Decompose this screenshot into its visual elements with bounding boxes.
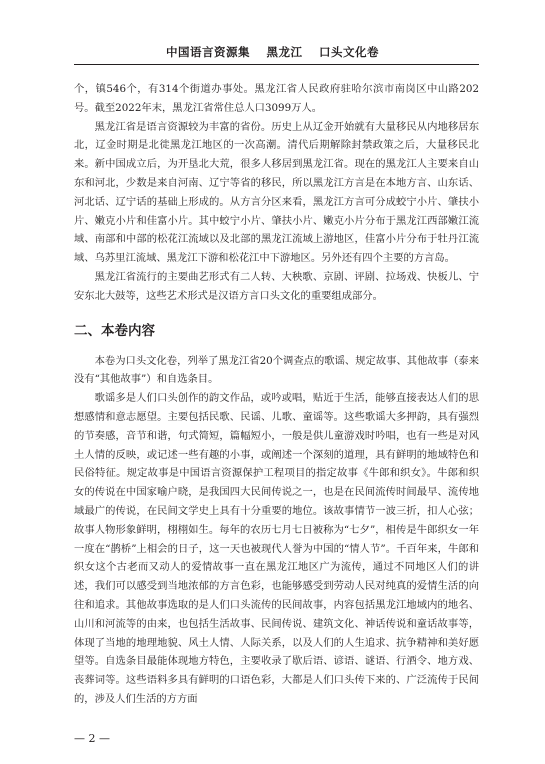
volume-name: 口头文化卷 bbox=[319, 45, 380, 59]
province-name: 黑龙江 bbox=[266, 45, 303, 59]
paragraph-folk-arts: 黑龙江省流行的主要曲艺形式有二人转、大秧歌、京剧、评剧、拉场戏、快板儿、宁安东北大鼓等，这些艺术形式是汉语方言口头文化的重要组成部分。 bbox=[74, 270, 479, 302]
header-rule bbox=[74, 64, 479, 65]
paragraph-ballads-stories: 歌谣多是人们口头创作的韵文作品，或吟或唱，贴近于生活，能够直接表达人们的思想感情和意志愿望。主要包括民歌、民谣、儿歌、童谣等。这些歌谣大多押韵，具有强烈的节奏感，音节和谐，句式简短，篇幅短小，一般是供儿童游戏时吟唱，也有一些是对风土人情的反映，或记述一些有趣的小事，或阐述一个深刻的道理，具有鲜明的地域特色和民俗特征。规定故事是中国语言资源保护工程项目的指定故事《牛郎和织女》。牛郎和织女的传说在中国家喻户晓，是我国四大民间传说之一，也是在民间流传时间最早、流传地域最广的传说，在民间文学史上具有十分重要的地位。该故事情节一波三折，扣人心弦；故事人物形象鲜明，栩栩如生。每年的农历七月七日被称为“七夕”，相传是牛郎织女一年一度在“鹊桥”上相会的日子，这一天也被现代人誉为中国的“情人节”。千百年来，牛郎和织女这个古老而又动人的爱情故事一直在黑龙江地区广为流传，通过不同地区人们的讲述，我们可以感受到当地浓郁的方言色彩，也能够感受到劳动人民对纯真的爱情生活的向往和追求。其他故事选取的是人们口头流传的民间故事，内容包括黑龙江地域内的地名、山川和河流等的由来，也包括生活故事、民间传说、建筑文化、神话传说和童话故事等，体现了当地的地理地貌、风土人情、人际关系，以及人们的人生追求、抗争精神和美好愿望等。自选条目最能体现地方特色，主要收录了歇后语、谚语、谜语、行酒令、地方戏、丧葬词等。这些语料多具有鲜明的口语色彩，大都是人们口头传下来的、广泛流传于民间的，涉及人们生活的方方面 bbox=[74, 392, 479, 705]
page-number: — 2 — bbox=[74, 732, 110, 745]
paragraph-volume-intro: 本卷为口头文化卷，列举了黑龙江省20个调查点的歌谣、规定故事、其他故事（泰来没有“其他故事”）和自选条目。 bbox=[74, 354, 479, 386]
running-head bbox=[0, 44, 545, 60]
paragraph-continued: 个，镇546个，有314个街道办事处。黑龙江省人民政府驻哈尔滨市南岗区中山路202号。截至2022年末，黑龙江省常住总人口3099万人。 bbox=[74, 83, 479, 114]
book-title: 中国语言资源集 bbox=[165, 45, 250, 59]
body-text bbox=[74, 80, 479, 709]
paragraph-dialect-history: 黑龙江省是语言资源较为丰富的省份。历史上从辽金开始就有大量移民从内地移居东北，辽金时期是北徙黑龙江地区的一次高潮。清代后期解除封禁政策之后，大量移民北来。新中国成立后，为开垦北大荒，很多人移居到黑龙江省。现在的黑龙江人主要来自山东和河北，少数是来自河南、辽宁等省的移民，所以黑龙江方言是在本地方言、山东话、河北话、辽宁话的基础上形成的。从方言分区来看，黑龙江方言可分成蛟宁小片、肇扶小片、嫩克小片和佳富小片。其中蛟宁小片、肇扶小片、嫩克小片分布于黑龙江西部嫩江流域、南部和中部的松花江流域以及北部的黑龙江流域上游地区，佳富小片分布于牡丹江流域、乌苏里江流域、黑龙江下游和松花江中下游地区。另外还有四个主要的方言岛。 bbox=[74, 120, 479, 265]
section-heading: 二、本卷内容 bbox=[74, 322, 155, 339]
